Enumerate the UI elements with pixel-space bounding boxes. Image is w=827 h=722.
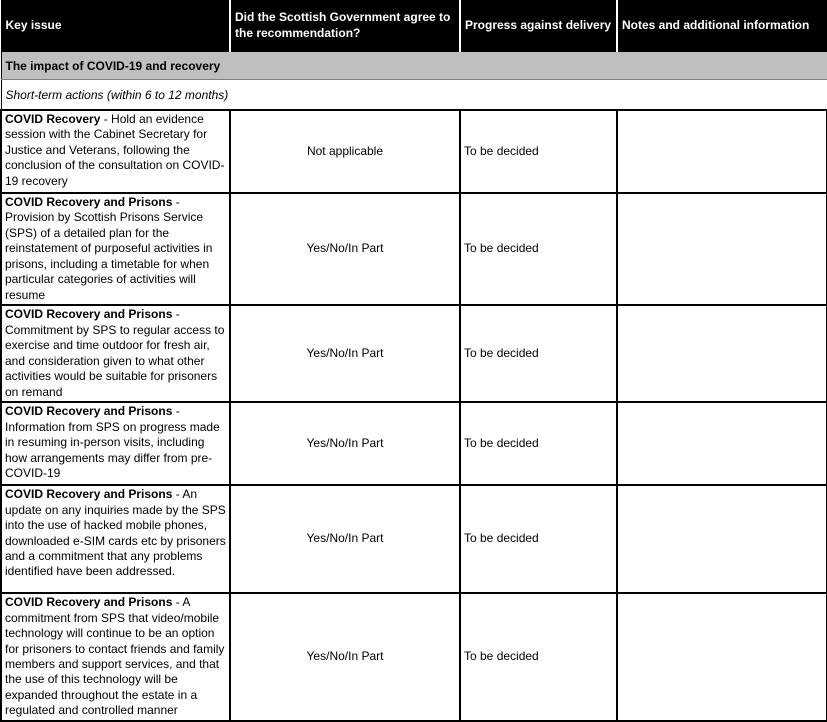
progress-cell: To be decided: [460, 305, 617, 402]
agree-cell: Yes/No/In Part: [230, 593, 460, 721]
key-issue-cell: [1, 402, 230, 485]
section-row: [1, 52, 827, 80]
table-row: [1, 402, 827, 485]
agree-cell: Not applicable: [230, 110, 460, 193]
agree-cell: Yes/No/In Part: [230, 402, 460, 485]
key-issue-cell: [1, 485, 230, 593]
subsection-row: [1, 80, 827, 111]
key-issue-text: - Information from SPS on progress made in resuming in-person visits, including how arrangements may differ from pre-COVID-19: [5, 404, 220, 480]
key-issue-text: - A commitment from SPS that video/mobile technology will continue to be an option for prisoners to contact friends and family members and support services, and that the use of this technology will be expanded throughout the estate in a regulated and controlled manner: [5, 595, 225, 718]
agree-cell: Yes/No/In Part: [230, 193, 460, 305]
key-issue-cell: [1, 305, 230, 402]
progress-cell: To be decided: [460, 485, 617, 593]
key-issue-lead: COVID Recovery and Prisons: [5, 595, 173, 610]
notes-cell: [617, 193, 827, 305]
progress-cell: To be decided: [460, 593, 617, 721]
key-issue-text: - Provision by Scottish Prisons Service (SPS) of a detailed plan for the reinstatement of purposeful activities in prisons, including a timetable for when particular categories of activities will resume: [5, 195, 213, 302]
table-row: [1, 305, 827, 402]
table-row: [1, 193, 827, 305]
key-issue-cell: [1, 593, 230, 721]
key-issue-lead: COVID Recovery and Prisons: [5, 307, 173, 322]
agree-cell: Yes/No/In Part: [230, 485, 460, 593]
table-row: [1, 110, 827, 193]
key-issue-lead: COVID Recovery and Prisons: [5, 487, 173, 502]
key-issue-lead: COVID Recovery: [5, 112, 101, 126]
table-header: [1, 1, 827, 52]
progress-cell: To be decided: [460, 193, 617, 305]
key-issue-text: - Commitment by SPS to regular access to exercise and time outdoor for fresh air, and consideration given to what other activities would be suitable for prisoners on remand: [5, 307, 225, 399]
key-issue-text: - Hold an evidence session with the Cabinet Secretary for Justice and Veterans, following the conclusion of the consultation on COVID-19 recovery: [5, 112, 225, 188]
notes-cell: [617, 402, 827, 485]
progress-cell: To be decided: [460, 402, 617, 485]
key-issue-lead: COVID Recovery and Prisons: [5, 195, 173, 209]
agree-cell: Yes/No/In Part: [230, 305, 460, 402]
subsection-title: Short-term actions (within 6 to 12 months): [1, 80, 827, 111]
table-row: [1, 485, 827, 593]
notes-cell: [617, 305, 827, 402]
key-issue-lead: COVID Recovery and Prisons: [5, 404, 173, 419]
column-header-progress: Progress against delivery: [460, 1, 617, 52]
notes-cell: [617, 485, 827, 593]
column-header-agree: Did the Scottish Government agree to the recommendation?: [230, 1, 460, 52]
column-header-notes: Notes and additional information: [617, 1, 827, 52]
header-row: [1, 1, 827, 52]
key-issue-cell: [1, 193, 230, 305]
section-title: The impact of COVID-19 and recovery: [1, 52, 827, 80]
table-row: [1, 593, 827, 721]
progress-cell: To be decided: [460, 110, 617, 193]
notes-cell: [617, 110, 827, 193]
column-header-key-issue: Key issue: [1, 1, 230, 52]
notes-cell: [617, 593, 827, 721]
key-issue-text: - An update on any inquiries made by the SPS into the use of hacked mobile phones, downloaded e-SIM cards etc by prisoners and a commitment that any problems identified have been addressed.: [5, 487, 226, 579]
key-issue-cell: [1, 110, 230, 193]
